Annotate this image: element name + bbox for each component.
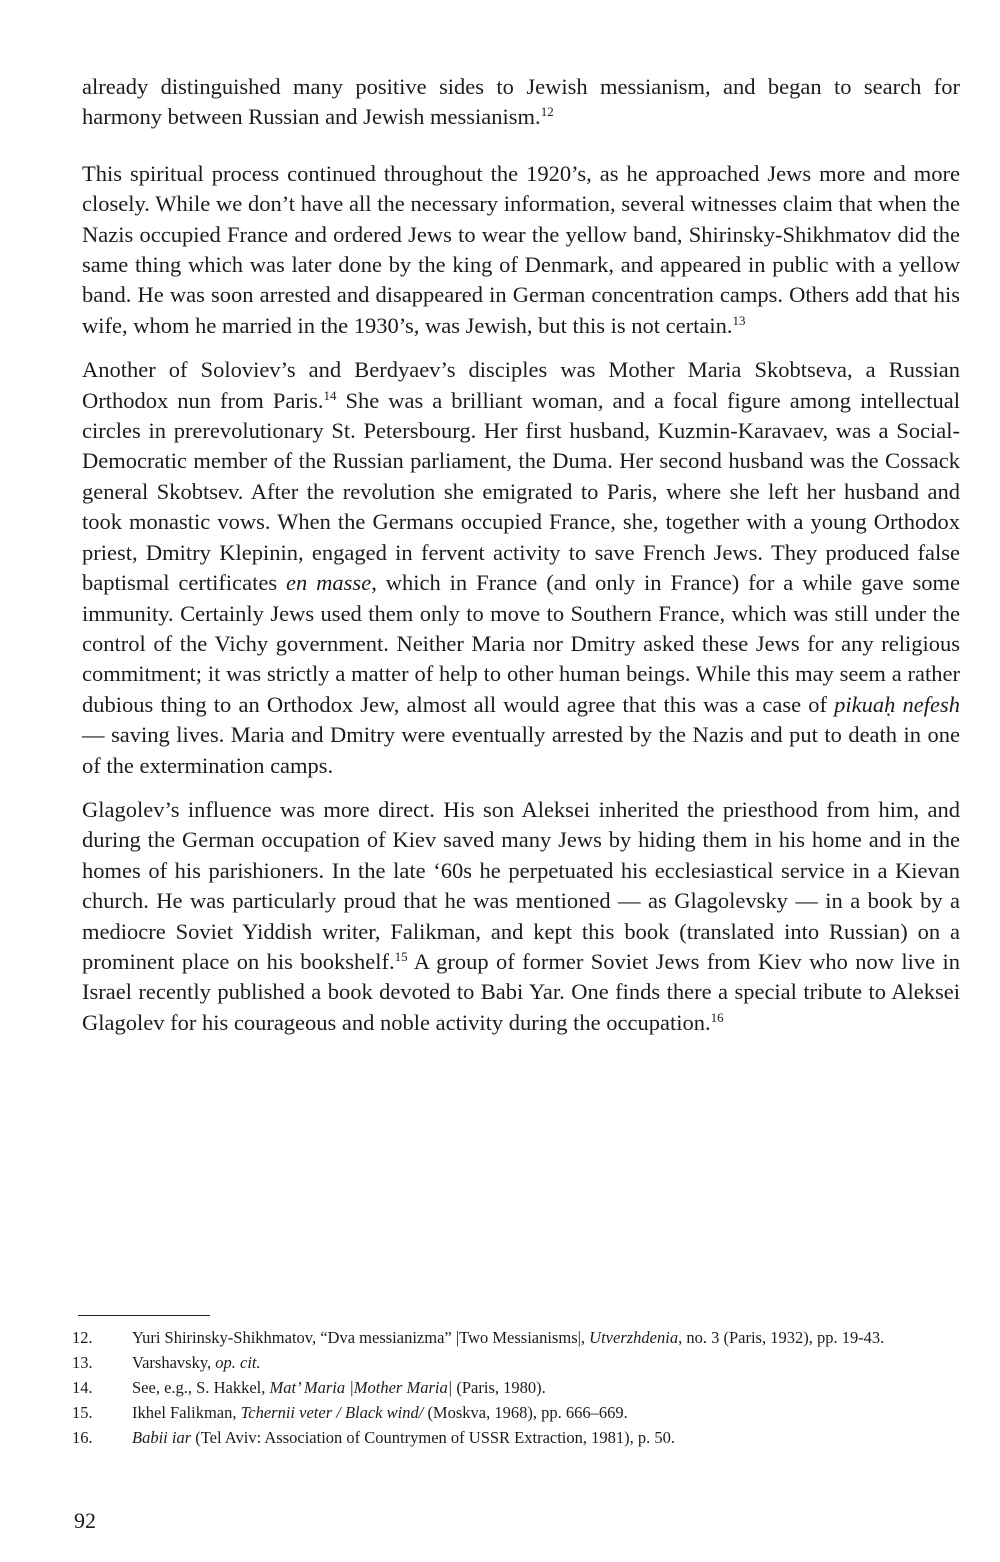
footnote-title: Tchernii veter / Black wind/: [240, 1403, 424, 1422]
footnote-text: [132, 1428, 675, 1447]
footnote-number: 14.: [72, 1378, 93, 1397]
italic-term: en masse: [286, 570, 372, 596]
footnote-number: 12.: [72, 1328, 93, 1347]
footnote-text-part: (Paris, 1980).: [452, 1378, 546, 1397]
footnote-ref[interactable]: 13: [732, 312, 746, 328]
body-text: [82, 72, 960, 1038]
footnote-number: 16.: [72, 1428, 93, 1447]
footnote-text: [132, 1328, 884, 1347]
footnote-text: [132, 1403, 628, 1422]
paragraph-text: , which in France (and only in France) for a while gave some immunity. Certainly Jews used them only to move to Southern France, which was still under the control of the Vichy government. Neither Maria nor Dmitry asked these Jews for any religious commitment; it was strictly a matter of help to other human beings. While this may seem a rather dubious thing to an Orthodox Jew, almost all would agree that this was a case of: [82, 570, 960, 717]
footnote-text-part: (Tel Aviv: Association of Countrymen of USSR Extraction, 1981), p. 50.: [191, 1428, 676, 1447]
footnote: [72, 1377, 952, 1398]
paragraph-text: Glagolev’s influence was more direct. His son Aleksei inherited the priesthood from him, and during the German occupation of Kiev saved many Jews by hiding them in his home and in the homes of his parishioners. In the late ‘60s he perpetuated his ecclesiastical service in a Kievan church. He was particularly proud that he was mentioned — as Glagolevsky — in a book by a mediocre Soviet Yiddish writer, Falikman, and kept this book (translated into Russian) on a prominent place on his bookshelf.: [82, 796, 960, 974]
paragraph: [82, 159, 960, 341]
paragraph-text: This spiritual process continued throughout the 1920’s, as he approached Jews more and more closely. While we don’t have all the necessary information, several witnesses claim that when the Nazis occupied France and ordered Jews to wear the yellow band, Shirinsky-Shikhmatov did the same thing which was later done by the king of Denmark, and appeared in public with a yellow band. He was soon arrested and disappeared in German concentration camps. Others add that his wife, whom he married in the 1930’s, was Jewish, but this is not certain.: [82, 160, 960, 338]
footnote-ref[interactable]: 12: [540, 104, 554, 120]
paragraph-text: — saving lives. Maria and Dmitry were eventually arrested by the Nazis and put to death in one of the extermination camps.: [82, 722, 960, 778]
paragraph-text: A group of former Soviet Jews from Kiev who now live in Israel recently published a book devoted to Babi Yar. One finds there a special tribute to Aleksei Glagolev for his courageous and noble activity during the occupation.: [82, 948, 960, 1035]
page-number: 92: [74, 1508, 96, 1533]
footnote: [72, 1327, 952, 1348]
footnote-number: 15.: [72, 1403, 93, 1422]
footnote-text: [132, 1378, 546, 1397]
italic-term: pikuaḥ nefesh: [834, 691, 960, 717]
footnote: [72, 1402, 952, 1423]
footnote-text: [132, 1353, 261, 1372]
footnote-title: Mat’ Maria |Mother Maria|: [269, 1378, 453, 1397]
footnote-text-part: Ikhel Falikman,: [132, 1403, 241, 1422]
footnote-ref[interactable]: 14: [323, 387, 337, 403]
footnote-title: Utverzhdenia: [589, 1328, 679, 1347]
paragraph: [82, 72, 960, 133]
footnote-text-part: Varshavsky,: [132, 1353, 216, 1372]
footnote-ref[interactable]: 15: [394, 948, 408, 964]
paragraph: [82, 355, 960, 781]
footnote-divider: [78, 1315, 210, 1316]
footnotes: [72, 1327, 952, 1452]
paragraph: [82, 795, 960, 1038]
footnote-text-part: Yuri Shirinsky-Shikhmatov, “Dva messianizma” |Two Messianisms|,: [132, 1328, 590, 1347]
footnote-text-part: , no. 3 (Paris, 1932), pp. 19-43.: [678, 1328, 885, 1347]
footnote-text-part: (Moskva, 1968), pp. 666–669.: [423, 1403, 628, 1422]
footnote-ref[interactable]: 16: [710, 1009, 724, 1025]
paragraph-text: Another of Soloviev’s and Berdyaev’s disciples was Mother Maria Skobtseva, a Russian Orthodox nun from Paris.: [82, 357, 960, 413]
footnote-text-part: See, e.g., S. Hakkel,: [132, 1378, 270, 1397]
paragraph-text: already distinguished many positive sides to Jewish messianism, and began to search for harmony between Russian and Jewish messianism.: [82, 74, 960, 130]
footnote: [72, 1352, 952, 1373]
footnote-title: op. cit.: [215, 1353, 261, 1372]
paragraph-text: She was a brilliant woman, and a focal figure among intellectual circles in prerevolutionary St. Petersbourg. Her first husband, Kuzmin-Karavaev, was a Social-Democratic member of the Russian parliament, the Duma. Her second husband was the Cossack general Skobtsev. After the revolution she emigrated to Paris, where she left her husband and took monastic vows. When the Germans occupied France, she, together with a young Orthodox priest, Dmitry Klepinin, engaged in fervent activity to save French Jews. They produced false baptismal certificates: [82, 387, 960, 596]
footnote-title: Babii iar: [132, 1428, 192, 1447]
footnote-number: 13.: [72, 1353, 93, 1372]
footnote: [72, 1427, 952, 1448]
